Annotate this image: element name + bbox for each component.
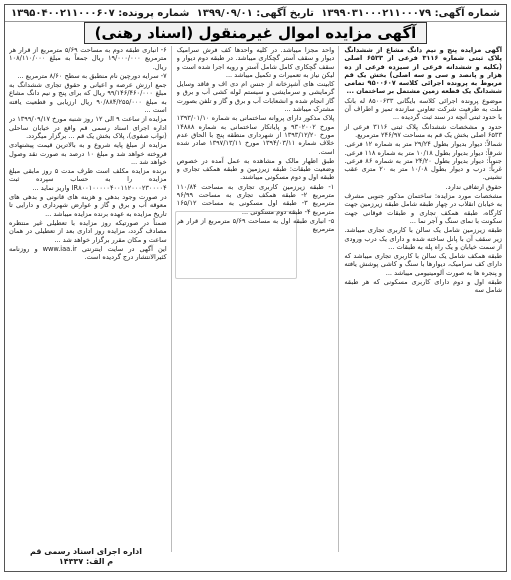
paragraph: موضوع پرونده اجرائی کلاسه بایگانی ۸۵۰۰۶۳۳ له بانک ملت به طرفیت شرکت تعاونی سازنده تمیز و اطراف آن با حدود ثبتی آنچه در سند ثبت گردیده ... xyxy=(344,96,502,122)
paragraph: برنده مزایده مکلف است ظرف مدت ۵ روز مابقی مبلغ مزایده را به حساب سپرده ثبت IR۸۰۰۱۰۰۰۰۰۴۰۰۱۱۲۰۰۰۲۳۰۰۰۰۴ واریز نماید ... xyxy=(8,167,167,192)
notice-title-bar xyxy=(5,22,506,44)
paragraph: جمع ارزش عرصه و اعیانی و حقوق تجاری ششدانگ به مبلغ ۹۹/۱۴۶/۴۶۰/۰۰۰ ریال که برای پنج و نیم دانگ مشاع به مبلغ ۹۰/۸۸۴/۲۵۵/۰۰۰ ریال ارزیابی و قطعیت یافته است ... xyxy=(8,81,167,115)
paragraph: مشخصات مورد مزایده: ساختمان مذکور جنوبی مشرف به خیابان انقلاب در چهار طبقه شامل طبقه زیرزمین جهت کارگاه، طبقه همکف تجاری و طبقات فوقانی جهت سکونت با نمای سنگ و آجر نما ... xyxy=(344,192,502,225)
column-middle xyxy=(177,46,340,552)
column-left xyxy=(9,46,172,552)
reference-code: م الف: ۱۴۳۳۷ xyxy=(58,557,114,566)
file-number: شماره پرونده: ۱۳۹۵۰۴۰۰۲۱۱۰۰۰۶۰۷ xyxy=(11,7,190,19)
paragraph: آگهی مزایده پنج و نیم دانگ مشاع از ششدانگ پلاک ثبتی شماره ۳۱۱۶ فرعی از ۶۵۳۳ اصلی (بکلیه و ششدانه فرعی از سیزده فرعی از ده هزار و پانصد و سی و سه اصلی) بخش یک قم مربوط به پرونده اجرائی کلاسه ۹۵۰۰۶۰۷ تمامی ششدانگ یک قطعه زمین مشتمل بر ساختمان ... xyxy=(344,46,502,96)
newspaper-notice xyxy=(4,4,507,572)
paragraph: پلاک مذکور دارای پروانه ساختمانی به شماره ۱۳۹۳/۰۱/۱۰ مورخ ۹۳۰۲۰۰۲ و پایانکار ساختمانی به شماره ۱۴۸۸۸ مورخ ۱۳۹۳/۱۲/۲۰ از شهرداری منطقه پنج با الحاق عدم خلاف شماره ۱۳۹۴/۰۳/۱۱ مورخ ۱۳۹۷/۱۳/۱۱ صادر شده است. xyxy=(176,114,335,156)
paragraph: طبقه زیرزمین شامل یک سالن با کاربری تجاری میباشد. زیر سقف آن با پانل ساخته شده و دارای یک درب ورودی از سمت خیابان و یک راه پله به طبقات ... xyxy=(344,226,502,251)
paragraph: این آگهی در سایت اینترنتی www.iaa.ir و روزنامه کثیرالانتشار درج گردیده است. xyxy=(8,244,167,262)
paragraph: ۱- طبقه زیرزمین کاربری تجاری به مساحت ۱۱۰/۸۴ مترمربع ۲- طبقه همکف تجاری به مساحت ۹۶/۹۹ مترمربع ۳- طبقه اول مسکونی به مساحت ۱۶۵/۱۲ مترمربع ۴- طبقه دوم مسکونی ... xyxy=(176,182,335,216)
paragraph: مزایده از ساعت ۹ الی ۱۲ روز شنبه مورخ ۱۳۹۹/۰۹/۱۷ در اداره اجرای اسناد رسمی قم واقع در خیابان ساحلی (نواب صفوی)، پلاک بخش یک قم ... برگزار میگردد. xyxy=(8,115,167,140)
issuing-office: اداره اجرای اسناد رسمی قم xyxy=(29,547,143,556)
notice-footer xyxy=(11,547,161,567)
paragraph: مزایده از مبلغ پایه شروع و به بالاترین قیمت پیشنهادی فروخته خواهد شد و مبلغ ۱۰ درصد به صورت نقد وصول خواهد شد ... xyxy=(8,141,167,166)
paragraph: ۷- سرایه دورچین نام منطبق به سطح ۸/۶۰ مترمربع ... xyxy=(17,71,167,80)
notice-header xyxy=(5,5,506,22)
paragraph: حقوق ارتفاقی ندارد. xyxy=(445,182,502,191)
paragraph: حدود و مشخصات ششدانگ پلاک ثبتی ۳۱۱۶ فرعی از ۶۵۳۳ اصلی بخش یک قم به مساحت ۲۴۶/۹۷ مترمربع. xyxy=(344,122,502,139)
paragraph: ۶- انباری طبقه دوم به مساحت ۵/۶۹ مترمربع از قرار هر مترمربع ۱۹/۰۰۰/۰۰۰ ریال جمعاً به مبلغ ۱۰۸/۱۱۰/۰۰۰ ریال. xyxy=(8,46,167,71)
paragraph: ۵- انباری طبقه اول به مساحت ۵/۶۹ مترمربع از قرار هر مترمربع xyxy=(176,216,335,234)
paragraph: طبقه اول و دوم دارای کاربری مسکونی که هر طبقه شامل سه xyxy=(344,278,502,295)
notice-date: تاریخ آگهی: ۱۳۹۹/۰۹/۰۱ xyxy=(196,7,314,19)
paragraph: کابینت های آشپزخانه از جنس ام دی اف و فاقد وسایل گرمایشی و سرمایشی و سیستم لوله کشی آب و برق و گاز انجام شده و انشعابات آب و برق و گاز و تلفن بصورت مشترک میباشد ... xyxy=(176,80,335,114)
paragraph: شمالاً: دیوار بدیوار بطول ۲۹/۲۴ متر به شماره ۱۲ فرعی. شرقاً: دیوار بدیوار بطول ۱۰/۱۸ متر به شماره ۱۱۸ فرعی. جنوباً: دیوار بدیوار بطول ۲۴/۲۰ متر به شماره ۸۶ فرعی. غرباً: درب و دیوار بطول ۱۰/۰۸ متر به ۲۰ متری عقب نشینی. xyxy=(344,140,502,182)
paragraph: واحد مجزا میباشد. در کلیه واحدها کف فرش سرامیک دیوار و سقف آستر گچکاری میباشد. در طبقه دوم دیوار و سقف گچکاری کامل شامل آستر و رویه اجرا شده است و لیکن نیاز به تعمیرات و تکمیل میباشد ... xyxy=(176,46,335,79)
paragraph: طبق اظهار مالک و مشاهده به عمل آمده در خصوص وضعیت طبقات: طبقه زیرزمین و طبقه همکف تجاری و طبقه اول و دوم مسکونی میباشند. xyxy=(176,156,335,182)
notice-title: آگهی مزایده اموال غیرمنقول (اسناد رهنی) xyxy=(84,22,428,44)
paragraph: در صورت وجود بدهی و هزینه های قانونی و بدهی های معوقه آب و برق و گاز و عوارض شهرداری و دارایی تا تاریخ مزایده به عهده برنده مزایده میباشد ... xyxy=(8,193,167,218)
notice-body xyxy=(5,44,506,552)
column-right xyxy=(344,46,502,552)
paragraph: ضمناً در صورتیکه روز مزایده با تعطیلی غیر منتظره مصادف گردد، مزایده روز اداری بعد از تعطیلی در همان ساعت و مکان مقرر برگزار خواهد شد ... xyxy=(8,218,167,244)
paragraph: طبقه همکف شامل یک سالن با کاربری تجاری میباشد که دارای کف سرامیک، دیوارها با سنگ و کاشی پوشش یافته و پنجره ها به صورت آلومینیومی میباشد ... xyxy=(344,252,502,277)
notice-number: شماره آگهی: ۱۳۹۹۰۳۱۰۰۰۲۱۱۰۰۰۷۹ xyxy=(321,7,500,19)
